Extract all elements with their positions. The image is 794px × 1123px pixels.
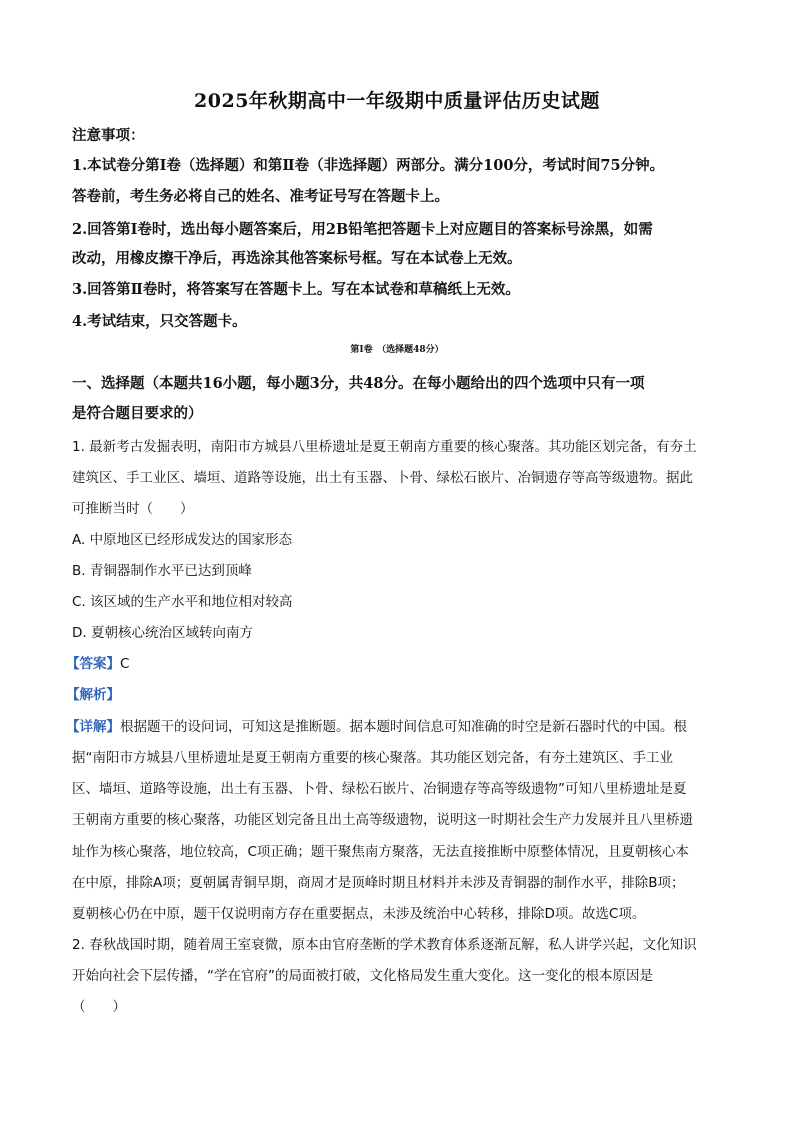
answer-label: 【答案】 bbox=[66, 656, 120, 672]
detail-text-1: 根据题干的设问词，可知这是推断题。据本题时间信息可知准确的时空是新石器时代的中国。根 bbox=[120, 719, 687, 735]
analysis-label: 【解析】 bbox=[66, 687, 120, 703]
q2-stem-line-2: 开始向社会下层传播，“学在官府”的局面被打破，文化格局发生重大变化。这一变化的根本原因是 bbox=[72, 968, 653, 984]
q1-detail-line-5: 址作为核心聚落，地位较高，C项正确；题干聚焦南方聚落，无法直接推断中原整体情况，且夏朝核心本 bbox=[72, 844, 689, 860]
notice-line-2: 答卷前，考生务必将自己的姓名、准考证号写在答题卡上。 bbox=[72, 188, 449, 205]
answer-value: C bbox=[120, 656, 130, 672]
detail-label: 【详解】 bbox=[66, 719, 120, 735]
q1-answer bbox=[66, 652, 726, 672]
section-title: 第Ⅰ卷 （选择题48分） bbox=[350, 345, 444, 355]
section-instruction-2: 是符合题目要求的） bbox=[72, 405, 203, 422]
q1-option-c: C. 该区域的生产水平和地位相对较高 bbox=[72, 594, 293, 610]
q1-option-a: A. 中原地区已经形成发达的国家形态 bbox=[72, 532, 293, 548]
q1-detail-line-6: 在中原，排除A项；夏朝属青铜早期，商周才是顶峰时期且材料并未涉及青铜器的制作水平，排除B项； bbox=[72, 875, 685, 891]
q1-option-b: B. 青铜器制作水平已达到顶峰 bbox=[72, 563, 252, 579]
q1-detail-line-4: 王朝南方重要的核心聚落，功能区划完备且出土高等级遗物，说明这一时期社会生产力发展并且八里桥遗 bbox=[72, 812, 693, 828]
notice-line-4: 改动，用橡皮擦干净后，再选涂其他答案标号框。写在本试卷上无效。 bbox=[72, 250, 522, 267]
q1-stem-line-2: 建筑区、手工业区、墙垣、道路等设施，出土有玉器、卜骨、绿松石嵌片、冶铜遗存等高等级遗物。据此 bbox=[72, 470, 693, 486]
q1-analysis bbox=[66, 683, 726, 703]
notice-line-5: 3.回答第Ⅱ卷时，将答案写在答题卡上。写在本试卷和草稿纸上无效。 bbox=[72, 281, 520, 298]
notice-line-1: 1.本试卷分第Ⅰ卷（选择题）和第Ⅱ卷（非选择题）两部分。满分100分，考试时间75分钟。 bbox=[72, 157, 665, 174]
q1-stem-line-1: 1. 最新考古发掘表明，南阳市方城县八里桥遗址是夏王朝南方重要的核心聚落。其功能区划完备，有夯土 bbox=[72, 439, 697, 455]
q1-detail-line-2: 据“南阳市方城县八里桥遗址是夏王朝南方重要的核心聚落。其功能区划完备，有夯土建筑区、手工业 bbox=[72, 750, 673, 766]
q1-detail-line-1 bbox=[66, 715, 726, 735]
q2-stem-line-3: （ ） bbox=[72, 999, 126, 1015]
q2-stem-line-1: 2. 春秋战国时期，随着周王室衰微，原本由官府垄断的学术教育体系逐渐瓦解，私人讲学兴起，文化知识 bbox=[72, 937, 697, 953]
q1-option-d: D. 夏朝核心统治区域转向南方 bbox=[72, 625, 253, 641]
q1-detail-line-3: 区、墙垣、道路等设施，出土有玉器、卜骨、绿松石嵌片、冶铜遗存等高等级遗物”可知八里桥遗址是夏 bbox=[72, 781, 687, 797]
section-instruction-1: 一、选择题（本题共16小题，每小题3分，共48分。在每小题给出的四个选项中只有一项 bbox=[72, 375, 645, 392]
notice-heading: 注意事项： bbox=[72, 127, 145, 144]
notice-line-3: 2.回答第Ⅰ卷时，选出每小题答案后，用2B铅笔把答题卡上对应题目的答案标号涂黑，如需 bbox=[72, 221, 653, 238]
exam-title: 2025年秋期高中一年级期中质量评估历史试题 bbox=[194, 90, 600, 112]
notice-line-6: 4.考试结束，只交答题卡。 bbox=[72, 313, 247, 330]
q1-detail-line-7: 夏朝核心仍在中原，题干仅说明南方存在重要据点，未涉及统治中心转移，排除D项。故选C项。 bbox=[72, 906, 646, 922]
q1-stem-line-3: 可推断当时（ ） bbox=[72, 501, 194, 517]
